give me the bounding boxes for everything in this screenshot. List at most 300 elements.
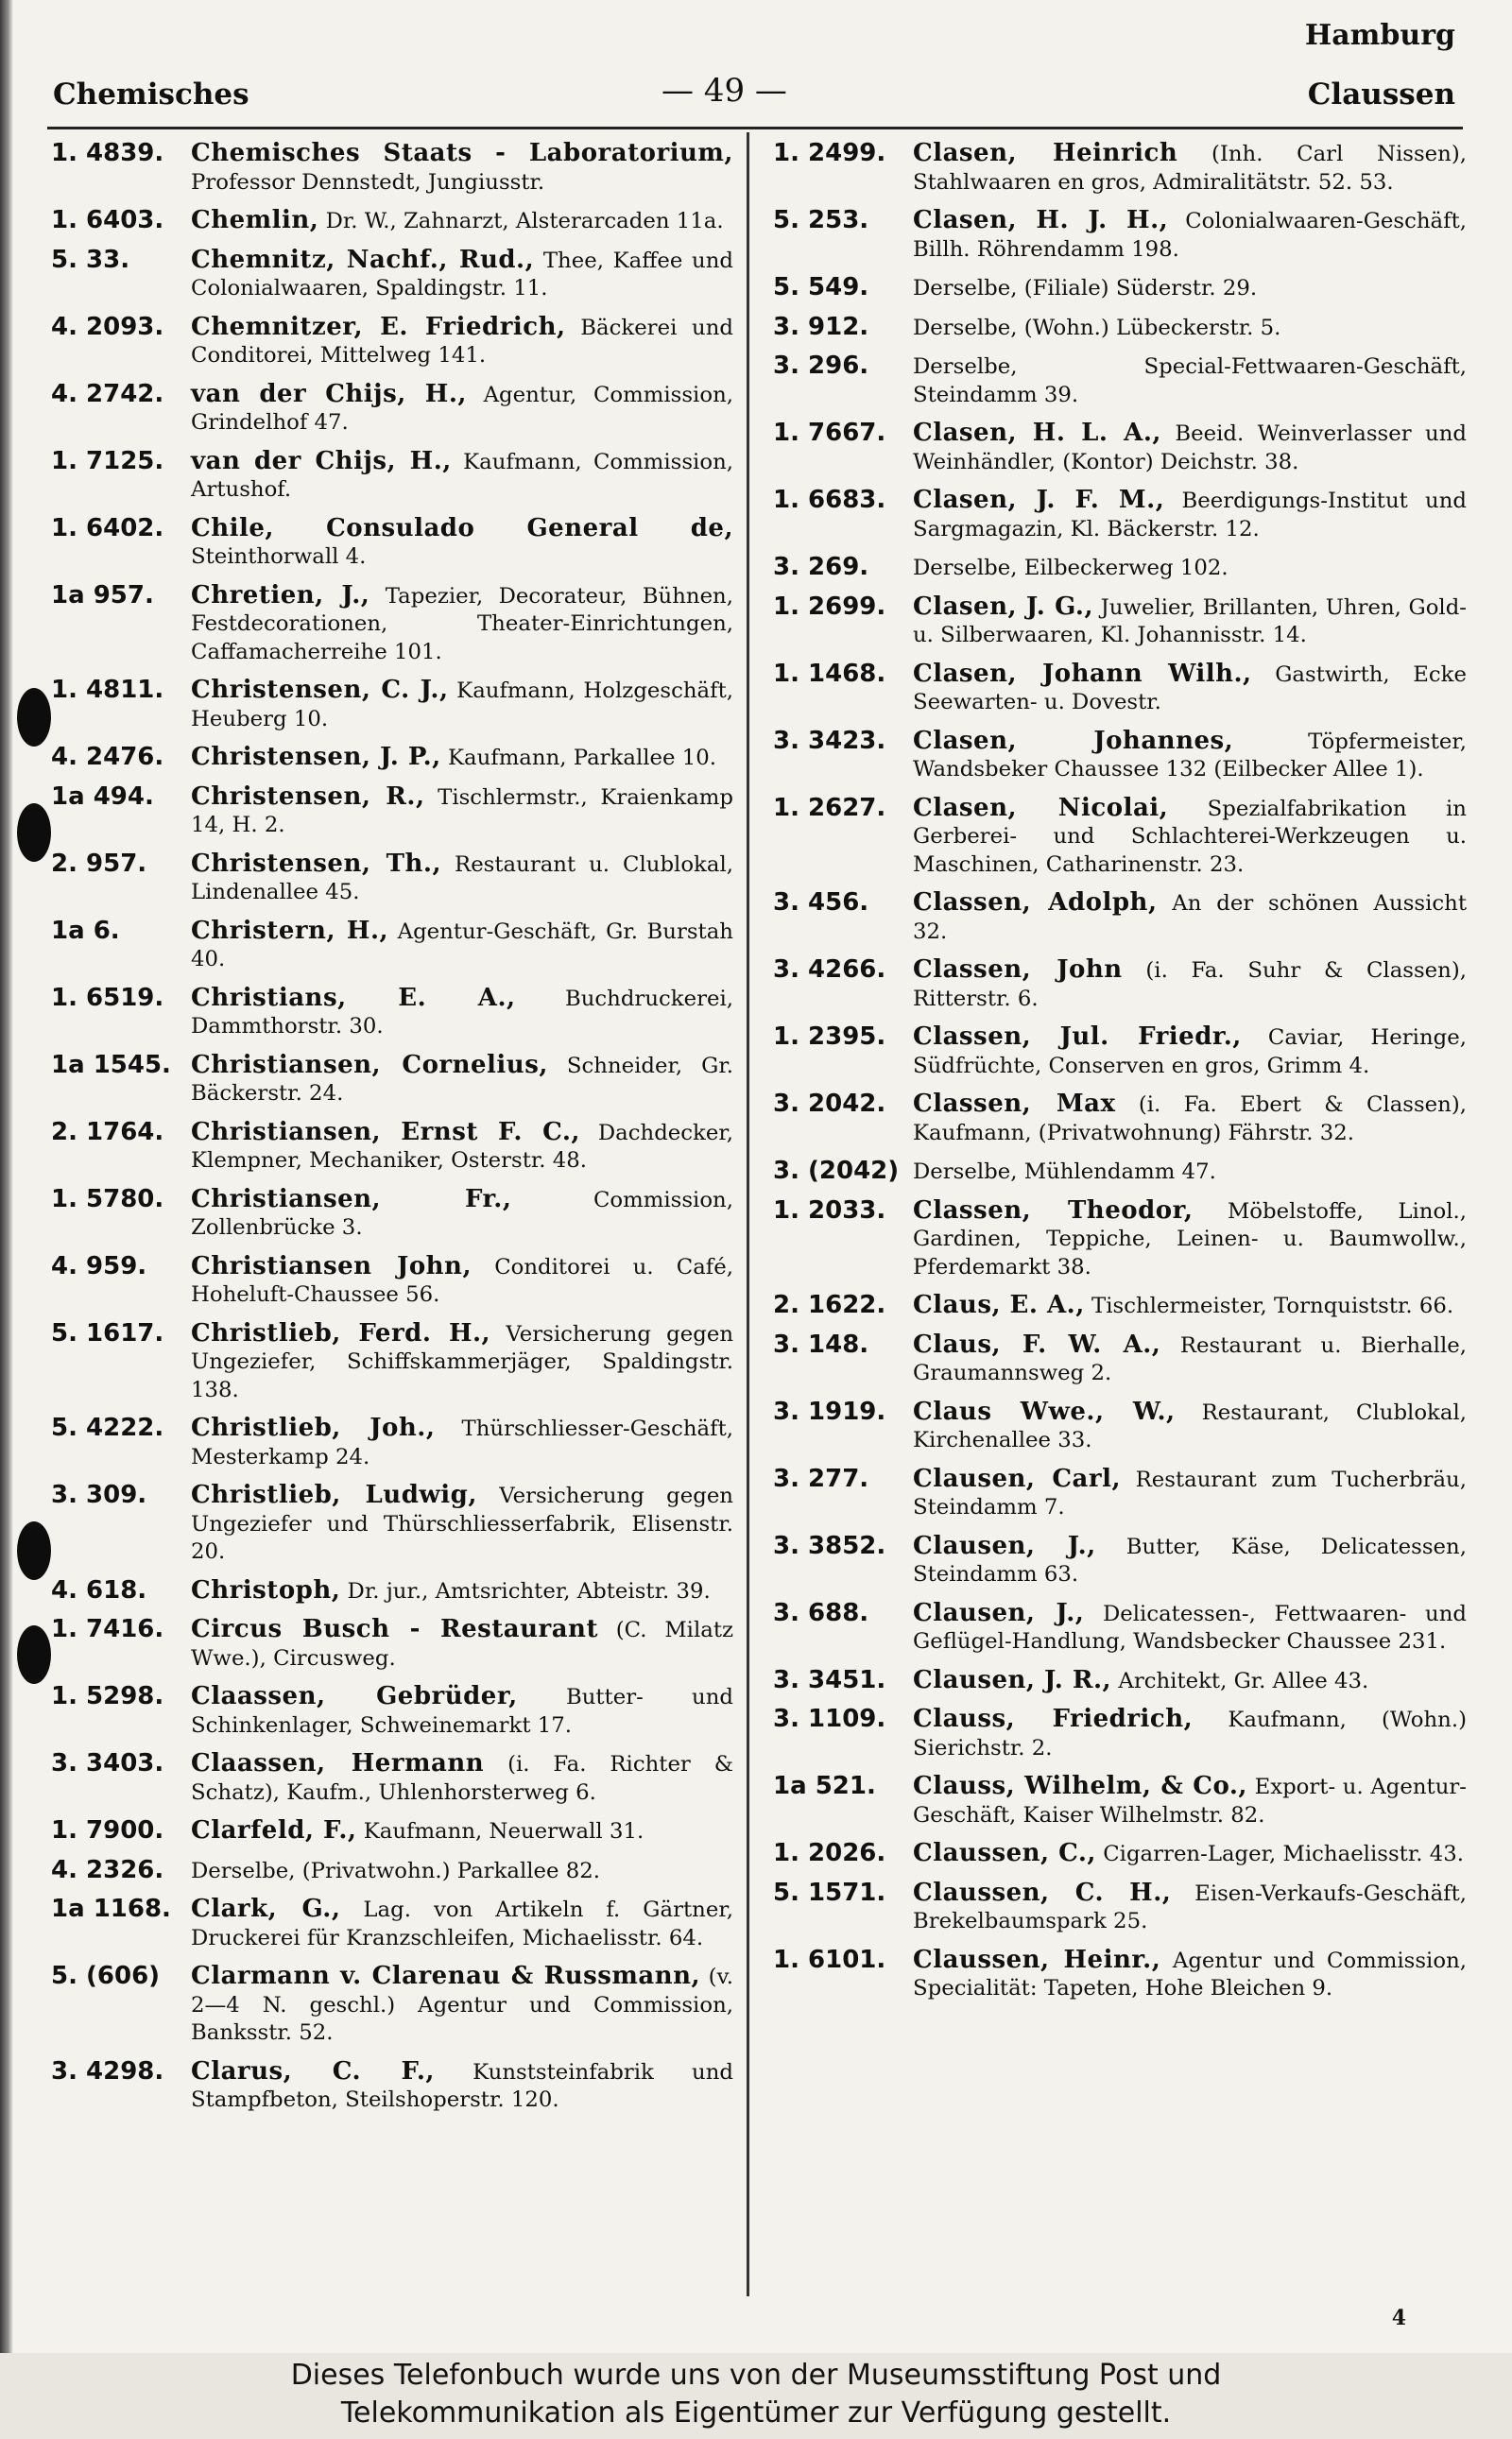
entry-details: Restaurant, Clublokal, Kirchenallee 33. [913,1400,1467,1452]
phone-number: 2. 1622. [773,1291,886,1319]
entry-name: Classen, John [913,955,1123,984]
entry-body [913,1466,1467,1522]
phone-number: 1a 494. [51,782,154,811]
entry-name: Clasen, J. G., [913,592,1094,621]
entry-body [913,1399,1467,1455]
entry-details: Agentur-Geschäft, Gr. Burstah 40. [191,919,733,971]
phone-number: 1. 7667. [773,419,886,447]
ink-blot [17,688,51,747]
entry-details: Agentur und Commission, Specialität: Tapeten, Hohe Bleichen 9. [913,1948,1468,2001]
entry-name: Christians, E. A., [191,983,516,1012]
entry-details: Colonialwaaren-Geschäft, Billh. Röhrendamm 198. [913,209,1467,262]
entry-body [913,1292,1467,1321]
entry-name: Christlieb, Ludwig, [191,1481,477,1509]
entry-name: Christensen, Th., [191,849,442,878]
phone-number: 4. 2093. [51,312,164,341]
entry-details: Juwelier, Brillanten, Uhren, Gold- u. Silberwaaren, Kl. Johannisstr. 14. [913,594,1468,647]
directory-entry [51,1415,733,1471]
directory-entry [51,1577,733,1606]
entry-details: Thürschliesser-Geschäft, Mesterkamp 24. [191,1417,733,1469]
phone-number: 3. 4298. [51,2056,164,2086]
entry-name: Clasen, H. L. A., [913,419,1161,447]
entry-name: Chemnitzer, E. Friedrich, [191,312,566,341]
entry-body [913,352,1467,409]
entry-name: Chretien, J., [191,580,370,610]
phone-number: 5. 33. [51,245,130,274]
phone-number: 3. 688. [773,1598,869,1627]
phone-number: 3. 3423. [773,726,886,755]
entry-details: Eisen-Verkaufs-Geschäft, Brekelbaumspark 25. [913,1881,1468,1933]
entry-details: Schneider, Gr. Bäckerstr. 24. [191,1053,733,1106]
entry-details: Tischlermstr., Kraienkamp 14, H. 2. [191,784,733,837]
directory-entry [51,1253,733,1310]
entry-body [913,1773,1467,1829]
phone-number: 3. (2042) [773,1157,900,1185]
entry-body [191,1253,733,1310]
entry-details: Professor Dennstedt, Jungiusstr. [191,169,545,195]
phone-number: 4. 2476. [51,743,164,771]
directory-entry [773,1533,1467,1589]
entry-details: An der schönen Aussicht 32. [913,891,1467,944]
phone-number: 1a 957. [51,580,154,610]
directory-entry [773,795,1467,880]
entry-body [191,1817,733,1846]
column-divider [747,132,749,2296]
directory-entry [773,207,1467,264]
directory-entry [51,1186,733,1243]
directory-entry [51,2058,733,2115]
entry-details: Architekt, Gr. Allee 43. [1111,1668,1369,1693]
phone-number: 2. 1764. [51,1117,164,1146]
phone-number: 1a 521. [773,1772,876,1800]
directory-entry [51,850,733,907]
entry-body [191,1683,733,1740]
entry-body [191,783,733,840]
phone-number: 3. 309. [51,1481,147,1509]
entry-name: Christoph, [191,1575,341,1605]
entry-details: (i. Fa. Suhr & Classen), Ritterstr. 6. [913,958,1467,1011]
entry-details: Buchdruckerei, Dammthorstr. 30. [191,986,733,1039]
entry-name: Clauss, Wilhelm, & Co., [913,1772,1247,1800]
phone-number: 4. 959. [51,1251,147,1280]
entry-details: Spezialfabrikation in Gerberei- und Schlachterei-Werkzeugen u. Maschinen, Catharinenstr. 23. [913,796,1467,877]
footer-line-1: Dieses Telefonbuch wurde uns von der Museumsstiftung Post und [290,2359,1222,2392]
entry-name: Christensen, J. P., [191,743,441,771]
entry-name: Clark, G., [191,1895,341,1923]
directory-entry [51,1963,733,2048]
entry-body [191,1750,733,1807]
entry-details: (v. 2—4 N. geschl.) Agentur und Commission, Banksstr. 52. [191,1965,733,2045]
entry-details: Steinthorwall 4. [191,544,367,569]
entry-name: Clausen, J., [913,1531,1096,1560]
phone-number: 1. 6683. [773,486,886,514]
entry-details: (i. Fa. Ebert & Classen), Kaufmann, (Privatwohnung) Fährstr. 32. [913,1092,1467,1145]
entry-body [191,1963,733,2048]
directory-entry [773,1706,1467,1762]
directory-entry [773,593,1467,650]
directory-entry [51,1857,733,1886]
entry-details: Töpfermeister, Wandsbeker Chaussee 132 (Eilbecker Allee 1). [913,729,1467,782]
ink-blot [17,803,51,862]
phone-number: 1. 2395. [773,1022,886,1051]
entry-body [913,207,1467,264]
phone-number: 1. 4811. [51,676,164,704]
directory-entry [773,1399,1467,1455]
entry-body [191,1857,733,1886]
entry-name: Claussen, C., [913,1839,1096,1867]
directory-entry [773,140,1467,197]
directory-entry [51,1683,733,1740]
ink-blot [17,1521,51,1580]
entry-details: Gastwirth, Ecke Seewarten- u. Dovestr. [913,661,1467,714]
directory-entry [773,1091,1467,1147]
phone-number: 1. 2499. [773,139,886,167]
entry-details: Kaufmann, Parkallee 10. [440,746,717,770]
entry-details: Conditorei u. Café, Hoheluft-Chaussee 56. [191,1254,733,1307]
directory-entry [773,1158,1467,1187]
phone-number: 5. 549. [773,273,869,301]
entry-body [913,1158,1467,1187]
entry-name: Christiansen, Cornelius, [191,1050,548,1079]
entry-body [913,1197,1467,1282]
directory-entry [773,889,1467,946]
entry-name: Clausen, J. R., [913,1665,1112,1694]
entry-name: Clasen, H. J. H., [913,206,1169,234]
entry-body [913,1091,1467,1147]
phone-number: 3. 3451. [773,1665,886,1694]
directory-entry [51,314,733,370]
entry-body [913,140,1467,197]
phone-number: 3. 912. [773,312,869,341]
entry-name: van der Chijs, H., [191,379,467,408]
directory-entry [51,1119,733,1176]
directory-entry [773,1466,1467,1522]
directory-entry [51,1616,733,1673]
entry-body [191,314,733,370]
entry-body [191,1482,733,1567]
entry-name: Christlieb, Joh., [191,1414,436,1442]
directory-entry [773,352,1467,409]
phone-number: 4. 2742. [51,379,164,408]
entry-body [191,2058,733,2115]
entry-details: Tapezier, Decorateur, Bühnen, Festdecorationen, Theater-Einrichtungen, Caffamacherreihe 101. [191,583,733,664]
entry-body [913,1667,1467,1696]
entry-name: Chile, Consulado General de, [191,513,733,542]
phone-number: 4. 618. [51,1575,147,1605]
entry-details: (Inh. Carl Nissen), Stahlwaaren en gros, Admiralitätstr. 52. 53. [913,142,1467,195]
entry-name: Clarfeld, F., [191,1816,357,1845]
directory-entry [51,381,733,438]
entry-name: Clarmann v. Clarenau & Russmann, [191,1962,701,1990]
entry-name: Clarus, C. F., [191,2056,435,2086]
entry-body [191,1119,733,1176]
phone-number: 1. 6519. [51,983,164,1012]
phone-number: 1. 6403. [51,206,164,234]
entry-body [191,515,733,572]
directory-entry [51,1750,733,1807]
entry-name: Christensen, C. J., [191,676,449,704]
entry-body [191,1577,733,1606]
directory-entry [51,582,733,667]
header-rule [47,127,1463,129]
entry-name: Classen, Jul. Friedr., [913,1022,1242,1051]
entry-details: Derselbe, (Filiale) Süderstr. 29. [913,276,1258,301]
entry-body [913,1331,1467,1388]
phone-number: 3. 296. [773,352,869,380]
entry-name: Claussen, C. H., [913,1878,1172,1907]
directory-entry [51,1817,733,1846]
entry-body [913,1023,1467,1080]
entry-details: Agentur, Commission, Grindelhof 47. [191,382,733,435]
entry-body [913,956,1467,1013]
directory-entry [51,1896,733,1952]
entry-details: Kaufmann, Holzgeschäft, Heuberg 10. [191,678,733,731]
page-binding-edge [0,0,13,2353]
entry-body [913,1706,1467,1762]
phone-number: 1. 1468. [773,659,886,688]
phone-number: 3. 456. [773,888,869,917]
left-column [51,140,733,2125]
entry-details: Versicherung gegen Ungeziefer, Schiffskammerjäger, Spaldingstr. 138. [191,1321,733,1402]
entry-body [191,985,733,1041]
entry-details: Restaurant u. Bierhalle, Graumannsweg 2. [913,1332,1467,1385]
entry-name: Christensen, R., [191,782,425,811]
directory-entry [51,1052,733,1108]
entry-body [913,1533,1467,1589]
entry-name: Christiansen, Ernst F. C., [191,1117,580,1146]
entry-body [913,1947,1467,2003]
entry-name: Clausen, J., [913,1598,1085,1627]
directory-entry [773,1600,1467,1657]
phone-number: 5. 1571. [773,1878,886,1907]
directory-entry [773,274,1467,303]
directory-entry [773,1773,1467,1829]
directory-entry [773,487,1467,543]
directory-entry [51,1320,733,1405]
directory-entry [51,247,733,303]
entry-details: Kaufmann, Commission, Artushof. [191,449,733,502]
entry-name: Classen, Theodor, [913,1195,1194,1225]
phone-number: 1. 5298. [51,1682,164,1710]
entry-body [191,1186,733,1243]
directory-entry [51,207,733,236]
phone-number: 1. 5780. [51,1184,164,1213]
left-running-head: Chemisches [53,77,249,112]
right-column [773,140,1467,2014]
entry-details: Derselbe, Special-Fettwaaren-Geschäft, Steindamm 39. [913,354,1467,407]
entry-body [913,728,1467,784]
entry-name: Christern, H., [191,916,389,945]
entry-name: Clauss, Friedrich, [913,1705,1194,1733]
entry-body [913,274,1467,303]
phone-number: 1. 2627. [773,793,886,822]
entry-details: Dr. jur., Amtsrichter, Abteistr. 39. [340,1578,711,1604]
entry-details: Cigarren-Lager, Michaelisstr. 43. [1095,1842,1464,1866]
entry-details: Derselbe, (Wohn.) Lübeckerstr. 5. [913,315,1281,340]
entry-name: Christiansen, Fr., [191,1184,512,1213]
entry-details: Thee, Kaffee und Colonialwaaren, Spaldingstr. 11. [191,248,733,301]
entry-body [191,744,733,773]
phone-number: 1. 7125. [51,446,164,475]
entry-details: Kunststeinfabrik und Stampfbeton, Steilshoperstr. 120. [191,2059,734,2112]
page-number: — 49 — [662,72,787,110]
directory-entry [773,1840,1467,1869]
entry-details: Versicherung gegen Ungeziefer und Thürschliesserfabrik, Elisenstr. 20. [191,1484,733,1564]
phone-number: 3. 3403. [51,1749,164,1778]
entry-body [913,554,1467,583]
entry-details: Bäckerei und Conditorei, Mittelweg 141. [191,315,733,368]
directory-entry [773,661,1467,717]
entry-body [913,661,1467,717]
entry-name: Clausen, Carl, [913,1464,1122,1493]
entry-body [913,889,1467,946]
region-header: Hamburg [1304,19,1455,52]
entry-body [191,582,733,667]
entry-body [913,420,1467,476]
entry-details: Möbelstoffe, Linol., Gardinen, Teppiche, Leinen- u. Baumwollw., Pferdemarkt 38. [913,1198,1467,1280]
entry-body [191,918,733,974]
directory-entry [773,1667,1467,1696]
ink-blot [17,1625,51,1684]
phone-number: 3. 4266. [773,955,886,984]
phone-number: 1. 2033. [773,1195,886,1225]
entry-body [191,381,733,438]
phone-number: 4. 2326. [51,1855,164,1884]
directory-entry [51,918,733,974]
entry-details: Dachdecker, Klempner, Mechaniker, Osterstr. 48. [191,1120,733,1173]
directory-entry [51,783,733,840]
directory-entry [51,140,733,197]
entry-details: Export- u. Agentur-Geschäft, Kaiser Wilhelmstr. 82. [913,1775,1468,1828]
directory-entry [773,1947,1467,2003]
entry-body [913,1600,1467,1657]
entry-name: Claussen, Heinr., [913,1945,1161,1974]
entry-details: Beeid. Weinverlasser und Weinhändler, (Kontor) Deichstr. 38. [913,421,1467,474]
entry-body [191,140,733,197]
entry-details: Tischlermeister, Tornquiststr. 66. [1084,1294,1454,1318]
phone-number: 1a 1168. [51,1895,171,1923]
entry-name: Claus, E. A., [913,1291,1085,1319]
entry-body [191,1415,733,1471]
directory-entry [773,1880,1467,1936]
entry-details: Caviar, Heringe, Südfrüchte, Conserven en gros, Grimm 4. [913,1025,1467,1078]
entry-details: Kaufmann, (Wohn.) Sierichstr. 2. [913,1708,1467,1761]
entry-name: Christiansen John, [191,1251,472,1280]
entry-details: Commission, Zollenbrücke 3. [191,1187,733,1240]
entry-details: Beerdigungs-Institut und Sargmagazin, Kl. Bäckerstr. 12. [913,489,1467,541]
entry-body [913,795,1467,880]
entry-details: Dr. W., Zahnarzt, Alsterarcaden 11a. [318,209,724,233]
phone-number: 1. 7416. [51,1615,164,1643]
directory-entry [773,1023,1467,1080]
phone-number: 1. 2699. [773,592,886,621]
phone-number: 1. 6101. [773,1945,886,1974]
entry-name: Chemlin, [191,206,319,234]
entry-name: Circus Busch - Restaurant [191,1615,598,1643]
entry-name: Classen, Max [913,1090,1116,1118]
directory-entry [773,728,1467,784]
directory-entry [773,420,1467,476]
entry-body [191,1896,733,1952]
phone-number: 3. 3852. [773,1531,886,1560]
entry-name: Chemisches Staats - Laboratorium, [191,139,733,167]
entry-name: Clasen, Nicolai, [913,793,1169,822]
phone-number: 5. 1617. [51,1318,164,1348]
entry-body [913,1880,1467,1936]
entry-body [191,448,733,505]
entry-name: Claassen, Hermann [191,1749,485,1778]
entry-name: Christlieb, Ferd. H., [191,1318,491,1348]
directory-entry [773,1197,1467,1282]
entry-body [913,593,1467,650]
entry-body [191,1616,733,1673]
entry-details: Restaurant u. Clublokal, Lindenallee 45. [191,851,733,904]
phone-number: 1a 1545. [51,1050,171,1079]
footer-notice [0,2353,1512,2439]
entry-body [191,1052,733,1108]
directory-entry [51,515,733,572]
entry-body [191,207,733,236]
entry-body [191,677,733,733]
entry-details: (C. Milatz Wwe.), Circusweg. [191,1618,734,1671]
page-corner-mark: 4 [1391,2306,1406,2330]
entry-details: Derselbe, (Privatwohn.) Parkallee 82. [191,1858,601,1883]
phone-number: 3. 1109. [773,1705,886,1733]
entry-name: van der Chijs, H., [191,446,452,475]
phone-number: 1. 6402. [51,513,164,542]
phone-number: 3. 1919. [773,1397,886,1426]
directory-entry [51,448,733,505]
entry-details: Derselbe, Mühlendamm 47. [913,1159,1216,1184]
phone-number: 3. 2042. [773,1090,886,1118]
directory-entry [51,744,733,773]
entry-name: Clasen, Johannes, [913,726,1234,755]
entry-name: Claus, F. W. A., [913,1330,1161,1359]
entry-name: Clasen, Heinrich [913,139,1178,167]
directory-entry [773,1292,1467,1321]
entry-details: Restaurant zum Tucherbräu, Steindamm 7. [913,1467,1467,1520]
phone-number: 3. 269. [773,553,869,581]
directory-entry [773,1331,1467,1388]
footer-line-2: Telekommunikation als Eigentümer zur Verfügung gestellt. [340,2396,1172,2430]
entry-name: Classen, Adolph, [913,888,1158,917]
directory-entry [773,314,1467,343]
entry-body [191,1320,733,1405]
phone-number: 3. 277. [773,1464,869,1493]
phone-number: 1. 2026. [773,1839,886,1867]
entry-name: Claus Wwe., W., [913,1397,1176,1426]
entry-body [913,487,1467,543]
phone-number: 2. 957. [51,849,147,878]
directory-entry [51,985,733,1041]
directory-entry [51,677,733,733]
phone-number: 1. 7900. [51,1816,164,1845]
entry-name: Claassen, Gebrüder, [191,1682,518,1710]
entry-details: Butter, Käse, Delicatessen, Steindamm 63. [913,1534,1467,1587]
entry-details: Delicatessen-, Fettwaaren- und Geflügel-Handlung, Wandsbecker Chaussee 231. [913,1601,1467,1654]
right-running-head: Claussen [1307,77,1455,112]
entry-body [913,314,1467,343]
entry-name: Clasen, Johann Wilh., [913,659,1252,688]
entry-details: Derselbe, Eilbeckerweg 102. [913,556,1228,580]
phone-number: 1. 4839. [51,139,164,167]
directory-entry [773,554,1467,583]
directory-entry [51,1482,733,1567]
phone-number: 1a 6. [51,916,120,945]
phone-number: 5. (606) [51,1962,161,1990]
entry-details: Lag. von Artikeln f. Gärtner, Druckerei für Kranzschleifen, Michaelisstr. 64. [191,1898,733,1950]
entry-body [191,850,733,907]
